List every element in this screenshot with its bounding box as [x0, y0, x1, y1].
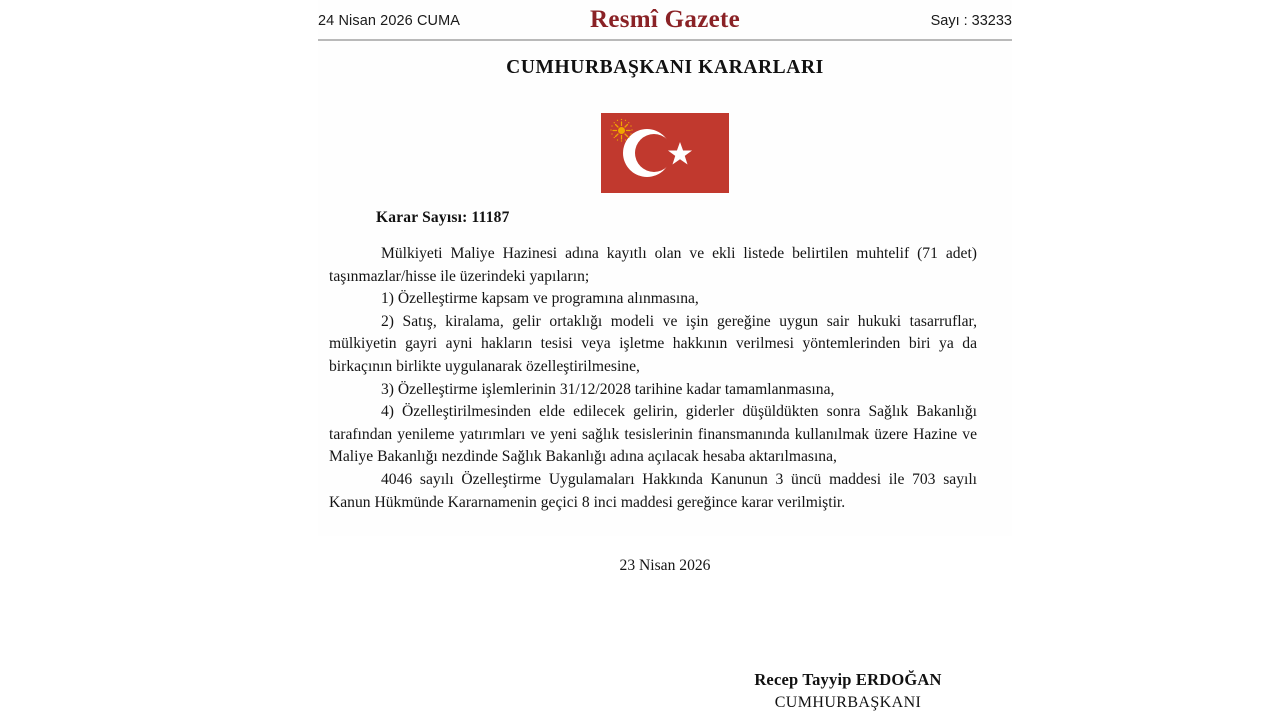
- decision-date: 23 Nisan 2026: [619, 557, 711, 574]
- turkish-flag-icon: [601, 113, 729, 193]
- decision-paragraph: Mülkiyeti Maliye Hazinesi adına kayıtlı olan ve ekli listede belirtilen muhtelif (71 adet) taşınmazlar/hisse ile üzerindeki yapıların;: [329, 245, 977, 285]
- signatory-title: CUMHURBAŞKANI: [774, 694, 922, 711]
- decision-body: [329, 243, 977, 514]
- decision-paragraph: 2) Satış, kiralama, gelir ortaklığı modeli ve işin gereğine uygun sair hukuki tasarruflar, mülkiyetin gayri ayni hakların tesisi veya işletme hakkının verilmesi yöntemlerinden biri ya da birkaçının birlikte uygulanarak özelleştirilmesine,: [329, 312, 977, 375]
- sun-rays-icon: [609, 118, 634, 143]
- decision-paragraph: 3) Özelleştirme işlemlerinin 31/12/2028 tarihine kadar tamamlanmasına,: [381, 380, 835, 398]
- decision-paragraph: 4) Özelleştirilmesinden elde edilecek gelirin, giderler düşüldükten sonra Sağlık Bakanlığı tarafından yenileme yatırımları ve yeni sağlık tesislerinin finansmanında kullanılmak üzere Hazine ve Maliye Bakanlığı nezdinde Sağlık Bakanlığı adına açılacak hesaba aktarılmasına,: [329, 403, 977, 466]
- publication-date: 24 Nisan 2026 CUMA: [318, 13, 461, 29]
- decision-paragraph: 4046 sayılı Özelleştirme Uygulamaları Hakkında Kanunun 3 üncü maddesi ile 703 sayılı Kanun Hükmünde Kararnamenin geçici 8 inci maddesi gereğince karar verilmiştir.: [329, 470, 977, 511]
- decision-paragraph: 1) Özelleştirme kapsam ve programına alınmasına,: [381, 290, 699, 308]
- emblem-container: [318, 113, 1012, 193]
- signature-block: [618, 670, 1078, 712]
- decision-number: Karar Sayısı: 11187: [376, 209, 510, 226]
- signatory-name: Recep Tayyip ERDOĞAN: [754, 670, 942, 689]
- gazette-title: Resmî Gazete: [589, 6, 741, 33]
- five-pointed-star-icon: [667, 141, 693, 167]
- section-heading: CUMHURBAŞKANI KARARLARI: [506, 57, 824, 78]
- masthead: [318, 6, 1012, 38]
- masthead-divider: [318, 39, 1012, 41]
- issue-number: Sayı : 33233: [930, 13, 1012, 29]
